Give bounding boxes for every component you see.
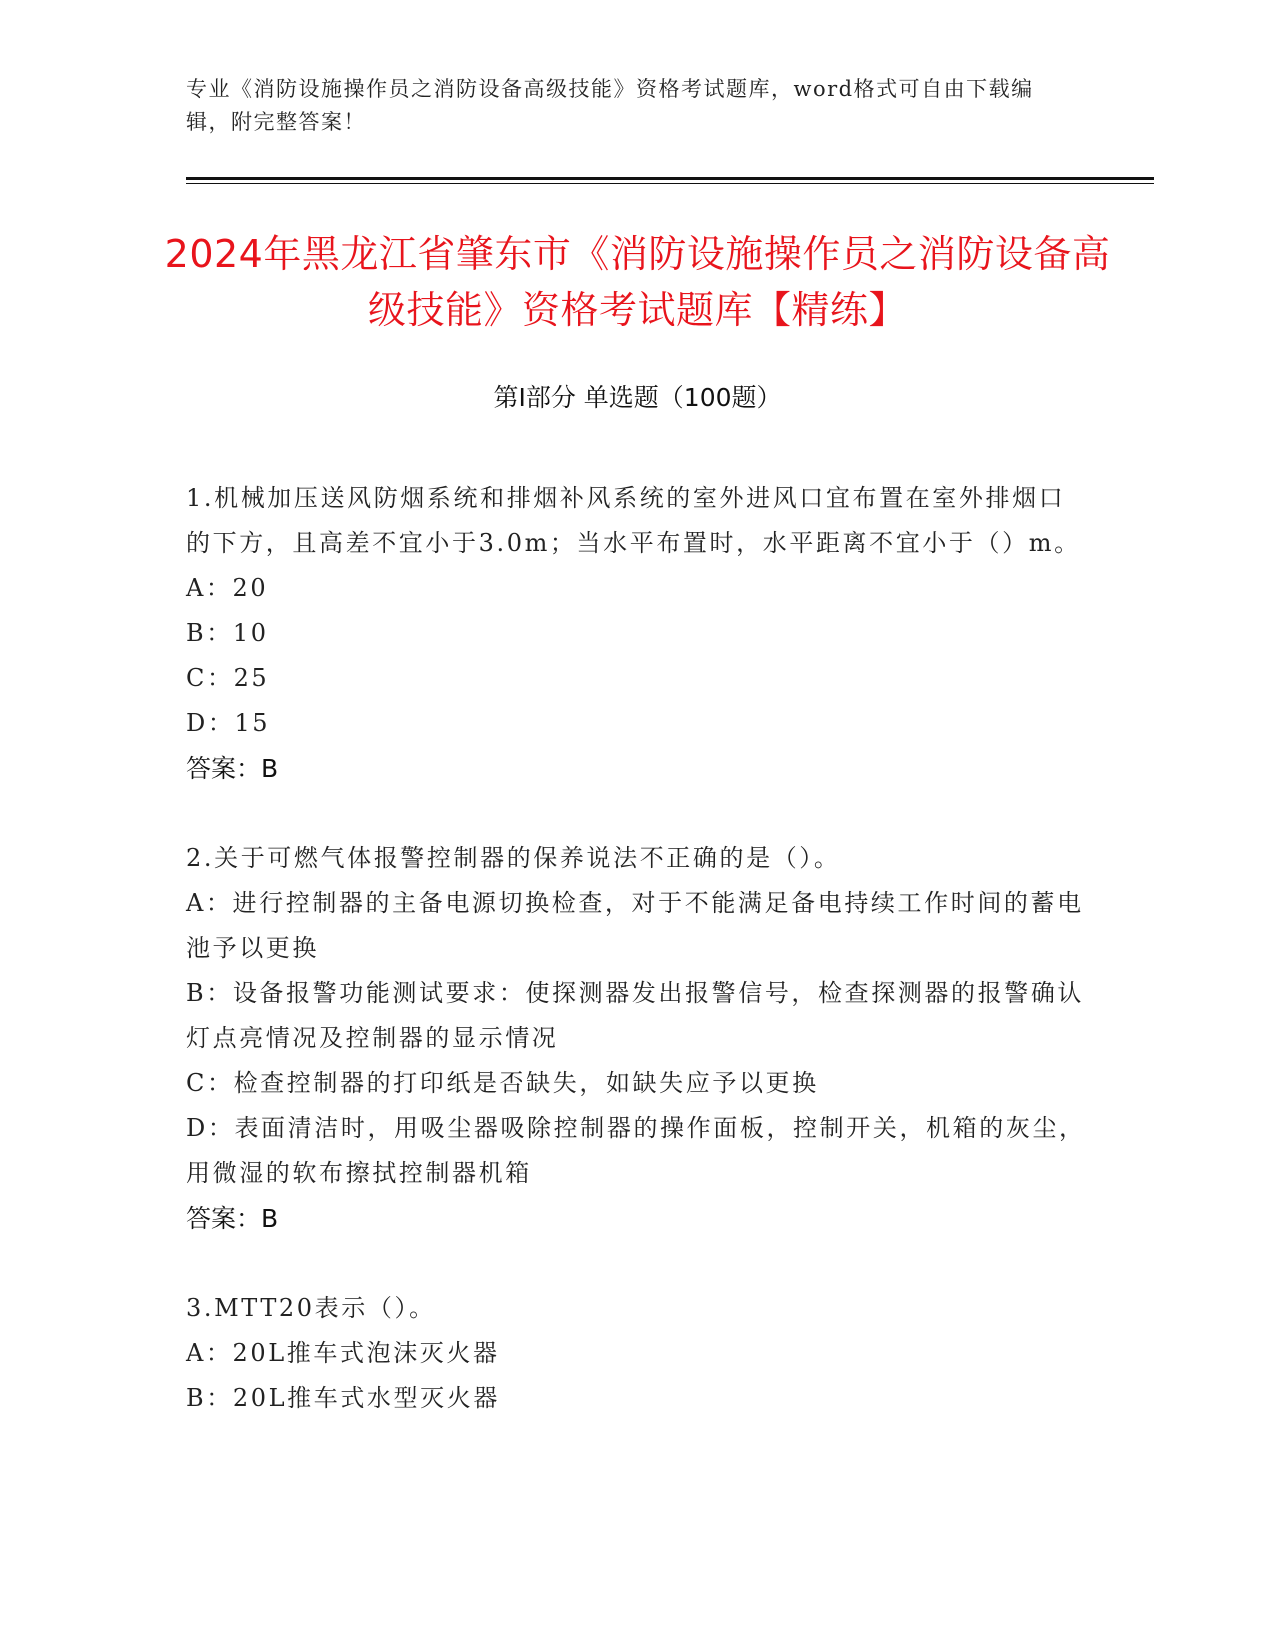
option-b: B：10: [186, 619, 269, 647]
question-stem: 2.关于可燃气体报警控制器的保养说法不正确的是（）。: [186, 844, 841, 872]
option-c: C：检查控制器的打印纸是否缺失，如缺失应予以更换: [186, 1069, 819, 1097]
question-stem: 3.MTT20表示（）。: [186, 1294, 436, 1322]
option-d: D：表面清洁时，用吸尘器吸除控制器的操作面板，控制开关，机箱的灰尘，用微湿的软布擦拭控制器机箱: [186, 1114, 1086, 1187]
option-b: B：设备报警功能测试要求：使探测器发出报警信号，检查探测器的报警确认灯点亮情况及控制器的显示情况: [186, 979, 1085, 1052]
option-c: C：25: [186, 664, 270, 692]
header-divider-thick: [186, 177, 1154, 180]
question-1: [186, 476, 1086, 791]
answer: 答案：B: [186, 754, 279, 783]
answer: 答案：B: [186, 1204, 279, 1233]
option-b: B：20L推车式水型灭火器: [186, 1384, 500, 1412]
option-a: A：20L推车式泡沫灭火器: [186, 1339, 500, 1367]
option-d: D：15: [186, 709, 271, 737]
header-note: 专业《消防设施操作员之消防设备高级技能》资格考试题库，word格式可自由下载编辑，附完整答案！: [186, 77, 1034, 134]
question-3: [186, 1286, 1086, 1421]
question-2: [186, 836, 1086, 1241]
option-a: A：进行控制器的主备电源切换检查，对于不能满足备电持续工作时间的蓄电池予以更换: [186, 889, 1084, 962]
section-title: 第I部分 单选题（100题）: [493, 383, 782, 412]
question-list: [186, 476, 1086, 1466]
option-a: A：20: [186, 574, 269, 602]
question-stem: 1.机械加压送风防烟系统和排烟补风系统的室外进风口宜布置在室外排烟口的下方，且高差不宜小于3.0m；当水平布置时，水平距离不宜小于（）m。: [186, 484, 1081, 557]
header-divider-thin: [186, 183, 1154, 184]
document-title: 2024年黑龙江省肇东市《消防设施操作员之消防设备高级技能》资格考试题库【精练】: [164, 232, 1111, 332]
